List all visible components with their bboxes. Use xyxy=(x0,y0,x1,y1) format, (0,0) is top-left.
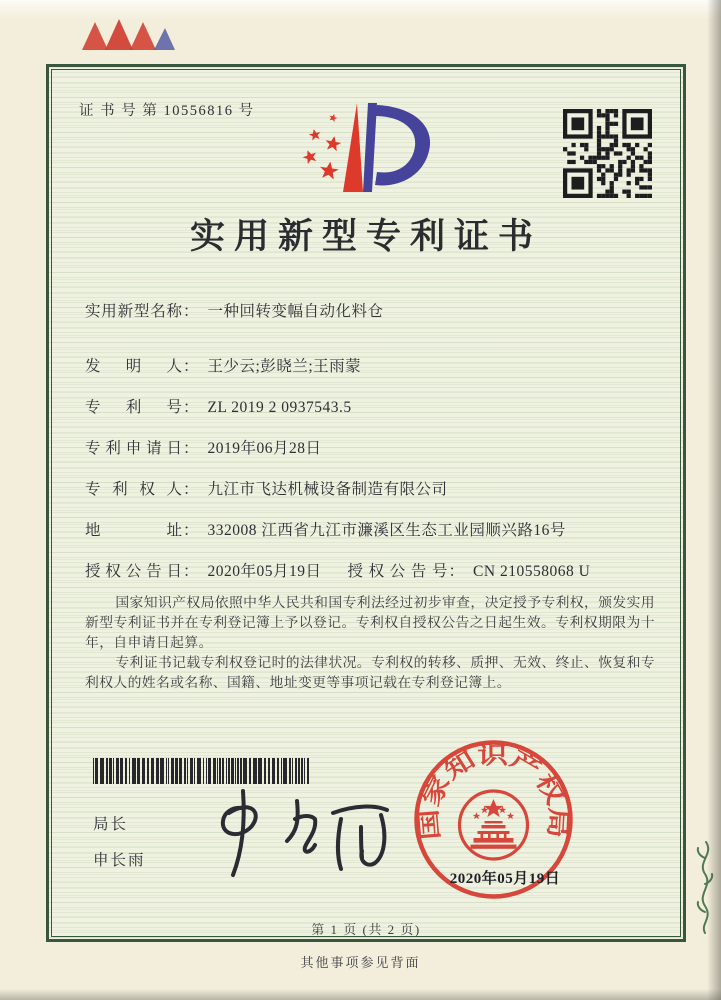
director-block xyxy=(93,807,146,879)
field-row-address: 地址 ： 332008 江西省九江市濂溪区生态工业园顺兴路16号 xyxy=(85,522,566,539)
page-footer: 第 1 页 (共 2 页) xyxy=(311,922,421,937)
seal-text: 国家知识产权局 xyxy=(417,743,571,841)
back-note: 其他事项参见背面 xyxy=(300,955,421,970)
field-row-patent-number: 专利号 ： ZL 2019 2 0937543.5 xyxy=(85,399,352,416)
certificate-fields xyxy=(85,299,657,600)
certificate-number: 证 书 号 第 10556816 号 xyxy=(79,103,255,119)
seal-national-emblem xyxy=(460,791,528,859)
certificate-frame xyxy=(46,64,686,942)
grant-number-label: 授权公告号 xyxy=(347,563,448,580)
legal-paragraph-2: 专利证书记载专利权登记时的法律状况。专利权的转移、质押、无效、终止、恢复和专利权人的姓名或名称、国籍、地址变更等事项记载在专利登记簿上。 xyxy=(85,655,655,690)
logo-blue-bar xyxy=(363,103,377,192)
grant-number-value: CN 210558068 U xyxy=(473,563,591,580)
field-row-filing-date: 专利申请日 ： 2019年06月28日 xyxy=(85,440,322,457)
cnipa-logo-icon xyxy=(285,91,445,204)
certificate-title: 实用新型专利证书 xyxy=(189,217,542,256)
director-role: 局长 xyxy=(93,816,129,833)
scan-edge-bottom xyxy=(0,989,721,1000)
field-row-grant-date: 授权公告日 ： 2020年05月19日 授权公告号 ： CN 210558068 U xyxy=(85,559,657,580)
logo-red-wedge xyxy=(343,103,363,192)
page-edge-pattern xyxy=(80,13,180,53)
logo-stars xyxy=(301,113,342,180)
field-row-name: 实用新型名称 ： 一种回转变幅自动化料仓 xyxy=(85,303,384,320)
seal-date: 2020年05月19日 xyxy=(449,871,561,887)
field-row-patentee: 专利权人 ： 九江市飞达机械设备制造有限公司 xyxy=(85,481,448,498)
legal-paragraph-1: 国家知识产权局依照中华人民共和国专利法经过初步审查，决定授予专利权，颁发实用新型专利证书并在专利登记簿上予以登记。专利权自授权公告之日起生效。专利权期限为十年，自申请日起算。 xyxy=(85,595,655,650)
edge-ornament xyxy=(692,840,718,935)
director-signature-handwriting xyxy=(199,779,399,884)
field-row-inventors: 发明人 ： 王少云;彭晓兰;王雨蒙 xyxy=(85,358,362,375)
certificate-content xyxy=(49,67,683,939)
legal-text xyxy=(85,593,655,693)
qr-code xyxy=(563,109,652,198)
director-name: 申长雨 xyxy=(93,852,146,869)
logo-blue-bowl xyxy=(375,105,430,185)
